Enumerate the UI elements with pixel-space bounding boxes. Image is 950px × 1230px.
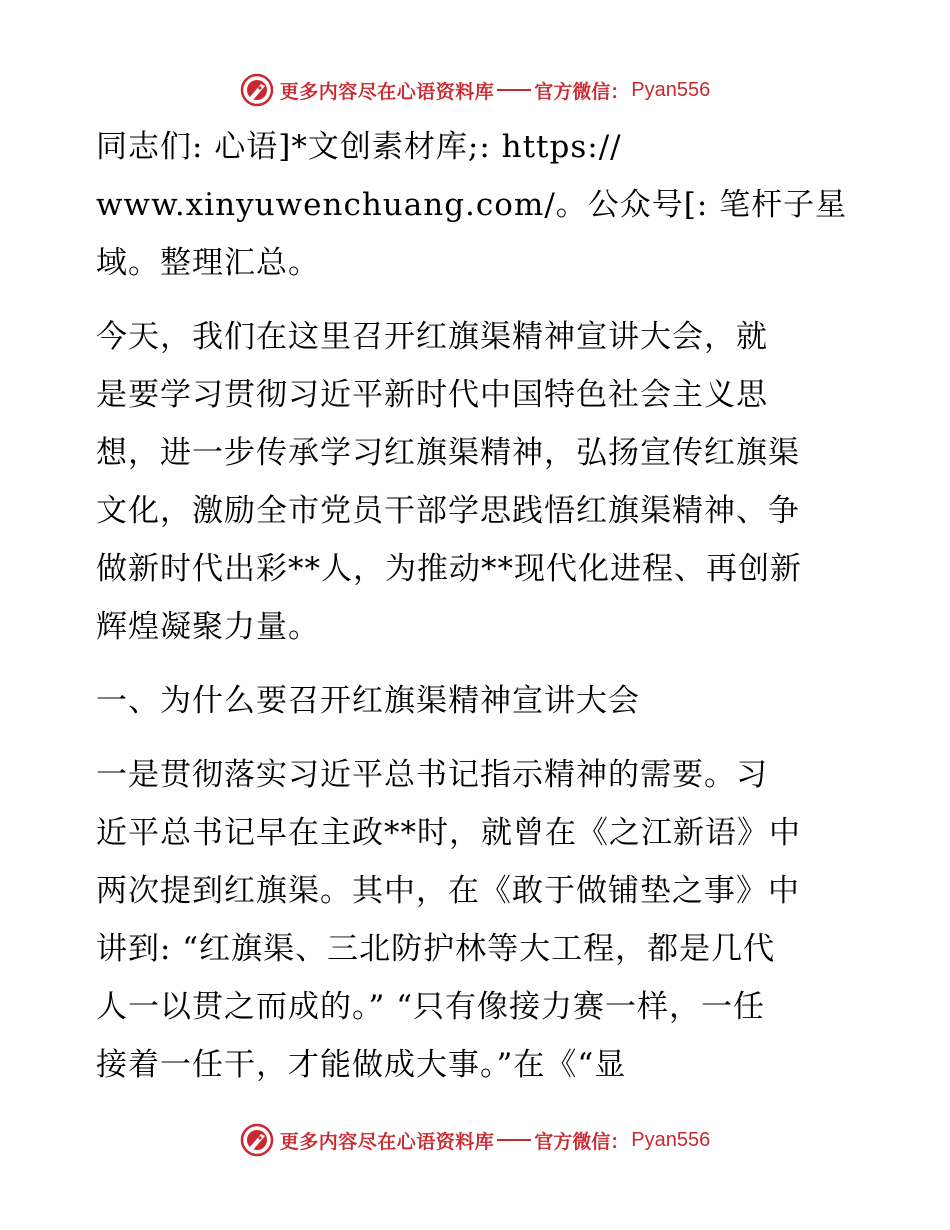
text-line: 域。整理汇总。 <box>96 245 320 281</box>
text-line: 今天，我们在这里召开红旗渠精神宣讲大会，就 <box>96 319 768 355</box>
document-body <box>96 118 856 1094</box>
paragraph-point-one <box>96 746 856 1094</box>
text-line: 同志们: 心语]*文创素材库;: https:// <box>96 129 622 165</box>
banner-wechat-id: Pyan556 <box>631 1128 711 1151</box>
text-line: 两次提到红旗渠。其中，在《敢于做铺垫之事》中 <box>96 873 800 909</box>
pen-nib-logo-icon <box>240 1123 274 1157</box>
banner-wechat-id: Pyan556 <box>631 78 711 101</box>
text-line: 一是贯彻落实习近平总书记指示精神的需要。习 <box>96 757 768 793</box>
text-line: 文化，激励全市党员干部学思践悟红旗渠精神、争 <box>96 493 800 529</box>
banner-slogan: 更多内容尽在心语资料库 <box>279 1130 495 1153</box>
banner-dash <box>497 1139 531 1141</box>
text-line: 讲到: “红旗渠、三北防护林等大工程，都是几代 <box>96 931 776 967</box>
section-heading: 一、为什么要召开红旗渠精神宣讲大会 <box>96 683 640 719</box>
text-line: www.xinyuwenchuang.com/。公众号[: 笔杆子星 <box>96 187 848 223</box>
text-line: 人一以贯之而成的。” “只有像接力赛一样，一任 <box>96 989 766 1025</box>
paragraph-opening <box>96 308 856 656</box>
text-line: 想，进一步传承学习红旗渠精神，弘扬宣传红旗渠 <box>96 435 800 471</box>
text-line: 是要学习贯彻习近平新时代中国特色社会主义思 <box>96 377 768 413</box>
banner-wechat-label: 官方微信： <box>534 80 630 103</box>
text-line: 做新时代出彩**人，为推动**现代化进程、再创新 <box>96 551 802 587</box>
text-line: 近平总书记早在主政**时，就曾在《之江新语》中 <box>96 815 801 851</box>
footer-banner <box>0 1120 950 1160</box>
text-line: 辉煌凝聚力量。 <box>96 609 320 645</box>
pen-nib-logo-icon <box>240 73 274 107</box>
banner-wechat-label: 官方微信： <box>534 1130 630 1153</box>
banner-dash <box>497 89 531 91</box>
header-banner <box>0 70 950 110</box>
banner-slogan: 更多内容尽在心语资料库 <box>279 80 495 103</box>
paragraph-intro <box>96 118 856 292</box>
text-line: 接着一任干，才能做成大事。”在《“显 <box>96 1047 627 1083</box>
